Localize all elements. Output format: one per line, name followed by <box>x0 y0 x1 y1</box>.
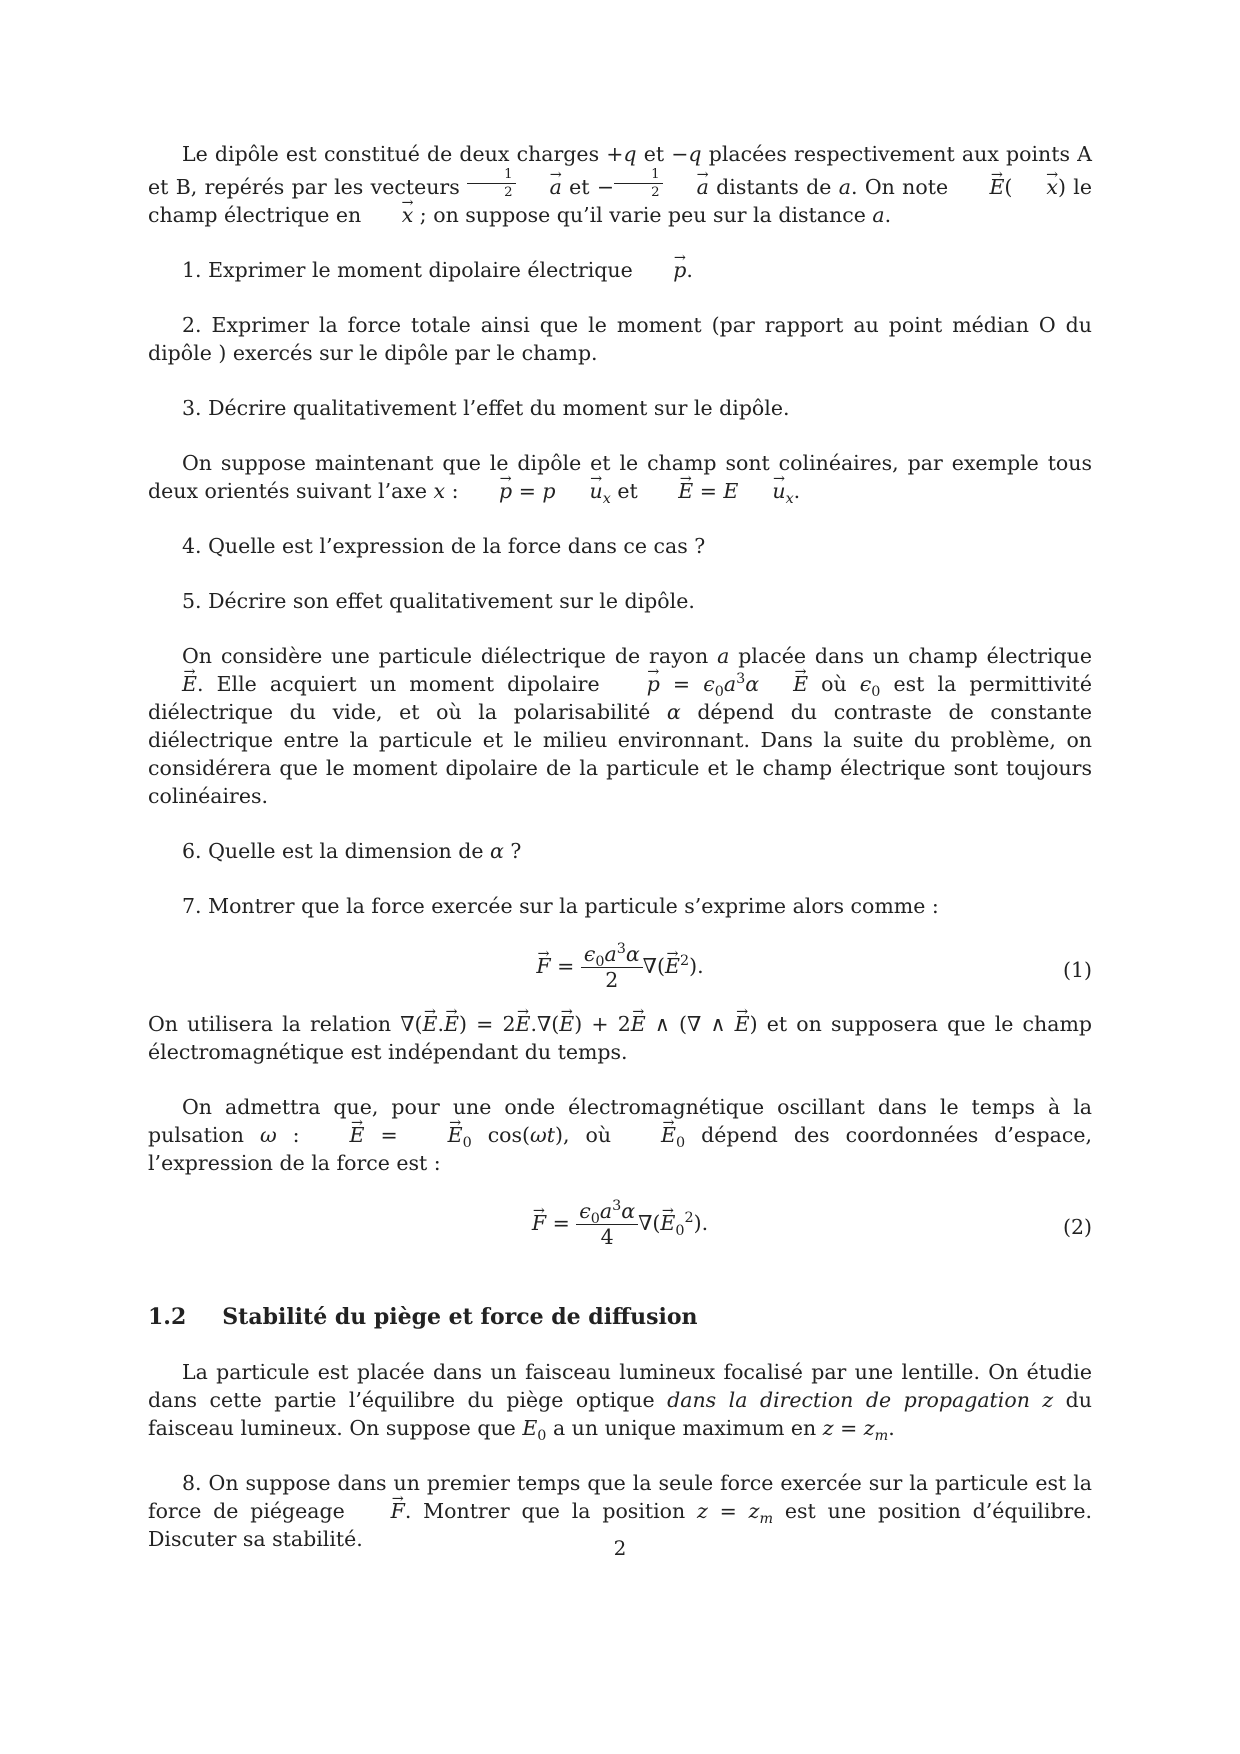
section-heading <box>148 1303 1092 1331</box>
beam-paragraph: La particule est placée dans un faisceau lumineux focalisé par une lentille. On étudie dans cette partie l’équilibre du piège optique dans la direction de propagation z du faisceau lumineux. On suppose que $E_0$ a un unique maximum en $z = z_m$. <box>148 1360 1092 1445</box>
question-5: 5. Décrire son effet qualitativement sur le dipôle. <box>182 589 695 613</box>
particle-paragraph: On considère une particule diélectrique de rayon a placée dans un champ électrique → E. Elle acquiert un moment dipolaire → $p = \epsilon_0a^3\alpha\to E$ où $\epsilon_0$ est la permittivité diélectrique du vide, et où la polarisabilité α dépend du contraste de constante diélectrique entre la particule et le milieu environnant. Dans la suite du problème, on considérera que le moment dipolaire de la particule et le champ électrique sont toujours colinéaires. <box>148 642 1092 810</box>
section-number: 1.2 <box>148 1304 187 1330</box>
equation-1: → F = $\frac{\epsilon_0a^3\alpha}{2}$ ∇(→ $E^2$). (1) <box>148 938 1092 1000</box>
section-title: Stabilité du piège et force de diffusion <box>222 1304 698 1330</box>
intro-paragraph: Le dipôle est constitué de deux charges +q et −q placées respectivement aux points A et B, repérés par les vecteurs $\frac{1}{2}$ → a et − $\frac{1}{2}$ → a distants de a. On note → E(→ x) le champ électrique en → x ; on suppose qu’il varie peu sur la distance a. <box>148 140 1092 229</box>
question-8: 8. On suppose dans un premier temps que la seule force exercée sur la particule est la force de piégeage → F. Montrer que la position $z = z_m$ est une position d’équilibre. Discuter sa stabilité. <box>148 1469 1092 1553</box>
question-6: 6. Quelle est la dimension de α ? <box>182 839 522 863</box>
equation-1-number: (1) <box>1062 958 1092 982</box>
equation-2: → F = $\frac{\epsilon_0a^3\alpha}{4}$ ∇(→ $E_0^2$). (2) <box>148 1195 1092 1257</box>
question-1: 1. Exprimer le moment dipolaire électrique → p. <box>148 256 1092 284</box>
question-4: 4. Quelle est l’expression de la force dans ce cas ? <box>182 534 706 558</box>
document-body <box>148 140 1092 1553</box>
page-number: 2 <box>613 1536 627 1560</box>
equation-2-number: (2) <box>1062 1215 1092 1239</box>
colinear-paragraph: On suppose maintenant que le dipôle et le champ sont colinéaires, par exemple tous deux orientés suivant l’axe x : → $p = p\to u_x$ et → $E = E\to u_x$. <box>148 449 1092 505</box>
question-3: 3. Décrire qualitativement l’effet du moment sur le dipôle. <box>182 396 790 420</box>
question-7: 7. Montrer que la force exercée sur la particule s’exprime alors comme : <box>182 894 939 918</box>
relation-paragraph: On utilisera la relation ∇(→ E.→ E) = 2→ E.∇(→ E) + 2→ E ∧ (∇ ∧ → E) et on supposera que le champ électromagnétique est indépendant du temps. <box>148 1010 1092 1066</box>
question-2: 2. Exprimer la force totale ainsi que le moment (par rapport au point médian O du dipôle ) exercés sur le dipôle par le champ. <box>148 313 1092 365</box>
wave-paragraph: On admettra que, pour une onde électromagnétique oscillant dans le temps à la pulsation ω : → E = → $E_0$ cos(ωt), où → $E_0$ dépend des coordonnées d’espace, l’expression de la force est : <box>148 1093 1092 1177</box>
